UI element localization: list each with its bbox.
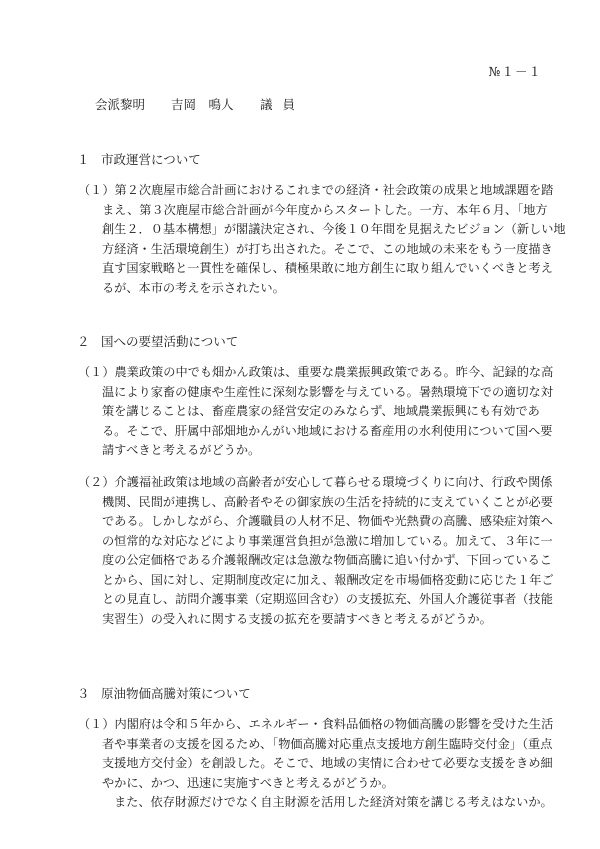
section-1-item-1 [78, 181, 566, 298]
section-3-number: ３ [77, 686, 90, 701]
section-2-number: ２ [77, 334, 90, 349]
paragraph-line: （２）介護福祉政策は地域の高齢者が安心して暮らせる環境づくりに向け、行政や関係 [78, 475, 553, 489]
paragraph-line: との見直し、訪問介護事業（定期巡回含む）の支援拡充、外国人介護従事者（技能 [102, 592, 553, 606]
paragraph-line: また、依存財源だけでなく自主財源を活用した経済対策を講じる考えはないか。 [114, 795, 553, 809]
section-2-heading [77, 332, 238, 350]
paragraph-line: 支援地方交付金）を創設した。そこで、地域の実情に合わせて必要な支援をきめ細 [102, 756, 553, 770]
section-3-item-1 [78, 715, 554, 813]
paragraph-line: 直す国家戦略と一貫性を確保し、積極果敢に地方創生に取り組んでいくべきと考え [102, 261, 553, 275]
paragraph-line: （１）農業政策の中でも畑かん政策は、重要な農業振興政策である。昨今、記録的な高 [78, 365, 554, 379]
paragraph-line: （１）内閣府は令和５年から、エネルギー・食料品価格の物価高騰の影響を受けた生活 [78, 717, 554, 731]
paragraph-line: 策を講じることは、畜産農家の経営安定のみならず、地域農業振興にも有効であ [102, 404, 540, 418]
paragraph-line: である。しかしながら、介護職員の人材不足、物価や光熱費の高騰、感染症対策へ [102, 514, 553, 528]
paragraph-line: （１）第２次鹿屋市総合計画におけるこれまでの経済・社会政策の成果と地域課題を踏 [78, 183, 554, 197]
paragraph-line: 創生２．０基本構想」が閣議決定され、今後１０年間を見据えたビジョン（新しい地 [102, 222, 566, 236]
paragraph-line: まえ、第３次鹿屋市総合計画が今年度からスタートした。一方、本年６月、「地方 [102, 202, 548, 217]
section-1-heading [77, 150, 201, 168]
paragraph-line: 機関、民間が連携し、高齢者やその御家族の生活を持続的に支えていくことが必要 [102, 494, 553, 509]
section-3-title: 原油物価高騰対策について [100, 686, 251, 701]
paragraph-line: 実習生）の受入れに関する支援の拡充を要請すべきと考えるがどうか。 [102, 611, 492, 626]
page-number: №１－１ [488, 64, 542, 79]
section-2-item-2 [78, 473, 554, 629]
author-line [95, 95, 305, 113]
section-1-title: 市政運営について [100, 152, 201, 167]
author-role: 議員 [259, 97, 305, 112]
paragraph-line: 温により家畜の健康や生産性に深刻な影響を与えている。暑熱環境下での適切な対 [102, 384, 553, 399]
paragraph-line: 者や事業者の支援を図るため、「物価高騰対応重点支援地方創生臨時交付金」（重点 [102, 736, 553, 751]
section-2-title: 国への要望活動について [100, 334, 239, 349]
paragraph-line: 請すべきと考えるがどうか。 [102, 443, 261, 457]
author-name: 吉岡 鳴人 [170, 97, 234, 112]
paragraph-line: とから、国に対し、定期制度改定に加え、報酬改定を市場価格変動に応じた１年ご [102, 572, 554, 587]
paragraph-line: 度の公定価格である介護報酬改定は急激な物価高騰に追い付かず、下回っているこ [102, 553, 552, 567]
paragraph-line: 方経済・生活環境創生）が打ち出された。そこで、この地域の未来をもう一度描き [102, 241, 553, 256]
author-party: 会派黎明 [95, 97, 146, 112]
section-3-heading [77, 684, 251, 702]
section-2-item-1 [78, 363, 554, 461]
paragraph-line: る。そこで、肝属中部畑地かんがい地域における畜産用の水利使用について国へ要 [102, 423, 553, 438]
paragraph-line: の恒常的な対応などにより事業運営負担が急激に増加している。加えて、３年に一 [102, 533, 553, 548]
paragraph-line: るが、本市の考えを示されたい。 [102, 280, 285, 295]
section-1-number: １ [77, 152, 90, 167]
paragraph-line: やかに、かつ、迅速に実施すべきと考えるがどうか。 [102, 775, 394, 790]
